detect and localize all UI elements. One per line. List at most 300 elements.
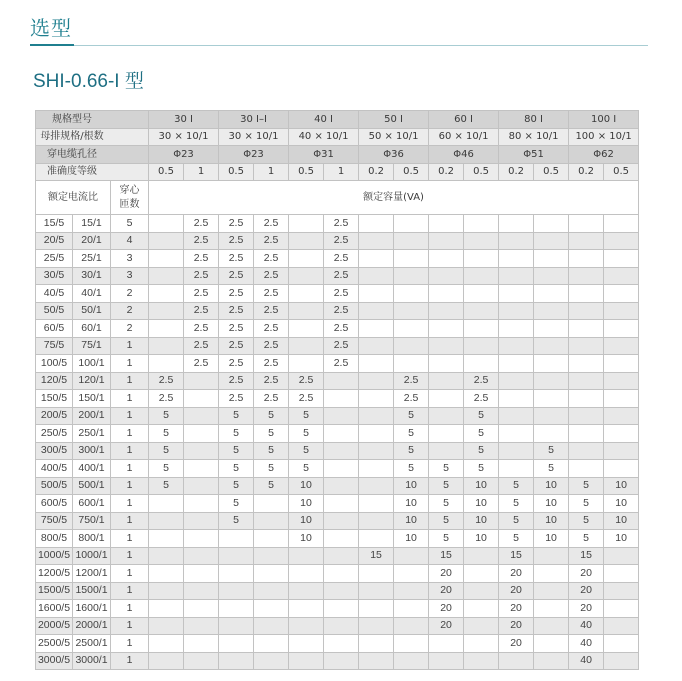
table-row: [36, 407, 639, 425]
ratio-1a: 20/1: [73, 232, 111, 250]
capacity-value: [184, 407, 219, 425]
table-row: [36, 582, 639, 600]
capacity-value: [359, 512, 394, 530]
capacity-value: [534, 635, 569, 653]
turns-label-line2: 匝数: [119, 198, 140, 210]
capacity-value: 10: [534, 477, 569, 495]
turns-count: 2: [111, 285, 149, 303]
turns-count: 1: [111, 442, 149, 460]
capacity-value: 10: [464, 530, 499, 548]
capacity-value: [149, 495, 184, 513]
capacity-value: [289, 355, 324, 373]
capacity-value: [604, 372, 639, 390]
capacity-value: 10: [394, 477, 429, 495]
capacity-value: [534, 320, 569, 338]
capacity-value: [149, 250, 184, 268]
turns-count: 1: [111, 635, 149, 653]
ratio-1a: 60/1: [73, 320, 111, 338]
accuracy-class: 0.2: [429, 163, 464, 181]
ratio-1a: 1000/1: [73, 547, 111, 565]
model-cable-hole: Φ46: [429, 146, 499, 164]
table-header: [36, 111, 639, 215]
capacity-value: [499, 337, 534, 355]
capacity-value: [149, 635, 184, 653]
capacity-value: [359, 565, 394, 583]
header-row: [36, 146, 639, 164]
accuracy-class: 0.5: [604, 163, 639, 181]
capacity-value: [394, 635, 429, 653]
capacity-value: [429, 215, 464, 233]
capacity-value: 5: [149, 425, 184, 443]
ratio-5a: 15/5: [36, 215, 73, 233]
capacity-value: 2.5: [464, 372, 499, 390]
capacity-value: [464, 285, 499, 303]
capacity-value: 2.5: [324, 337, 359, 355]
capacity-value: [464, 302, 499, 320]
capacity-value: 10: [289, 477, 324, 495]
capacity-value: [289, 547, 324, 565]
ratio-5a: 300/5: [36, 442, 73, 460]
capacity-value: 40: [569, 617, 604, 635]
capacity-value: [289, 600, 324, 618]
capacity-value: [324, 425, 359, 443]
table-row: [36, 477, 639, 495]
ratio-1a: 500/1: [73, 477, 111, 495]
capacity-value: 2.5: [324, 355, 359, 373]
capacity-value: 10: [534, 530, 569, 548]
capacity-value: 2.5: [219, 285, 254, 303]
capacity-value: [219, 617, 254, 635]
capacity-value: [254, 565, 289, 583]
capacity-value: 20: [429, 600, 464, 618]
capacity-value: [184, 565, 219, 583]
capacity-value: 5: [289, 425, 324, 443]
ratio-label: 额定电流比: [36, 181, 111, 215]
capacity-value: [604, 407, 639, 425]
ratio-5a: 1600/5: [36, 600, 73, 618]
model-busbar: 100 × 10/1: [569, 128, 639, 146]
capacity-value: [359, 460, 394, 478]
capacity-value: [429, 442, 464, 460]
capacity-value: [499, 302, 534, 320]
capacity-value: [429, 652, 464, 670]
turns-count: 1: [111, 372, 149, 390]
model-cable-hole: Φ23: [149, 146, 219, 164]
capacity-value: 20: [429, 582, 464, 600]
ratio-5a: 50/5: [36, 302, 73, 320]
capacity-value: [324, 547, 359, 565]
capacity-value: [254, 635, 289, 653]
model-busbar: 30 × 10/1: [149, 128, 219, 146]
capacity-value: 20: [569, 582, 604, 600]
capacity-value: 2.5: [254, 355, 289, 373]
capacity-value: [569, 302, 604, 320]
capacity-value: [359, 390, 394, 408]
capacity-value: 5: [464, 460, 499, 478]
capacity-value: [569, 442, 604, 460]
model-name: 60 I: [429, 111, 499, 129]
capacity-value: [149, 512, 184, 530]
capacity-value: [254, 617, 289, 635]
capacity-value: [359, 215, 394, 233]
capacity-value: [604, 425, 639, 443]
capacity-value: [604, 302, 639, 320]
capacity-value: [534, 617, 569, 635]
capacity-value: [604, 215, 639, 233]
capacity-value: 2.5: [219, 232, 254, 250]
turns-count: 1: [111, 530, 149, 548]
capacity-value: 5: [394, 460, 429, 478]
capacity-value: [464, 600, 499, 618]
capacity-value: [604, 582, 639, 600]
ratio-1a: 1500/1: [73, 582, 111, 600]
capacity-value: [394, 547, 429, 565]
capacity-value: [429, 320, 464, 338]
capacity-value: 2.5: [394, 372, 429, 390]
capacity-value: [184, 600, 219, 618]
capacity-value: [534, 600, 569, 618]
capacity-value: 5: [219, 477, 254, 495]
capacity-value: [499, 390, 534, 408]
turns-count: 1: [111, 407, 149, 425]
ratio-5a: 20/5: [36, 232, 73, 250]
capacity-value: [569, 355, 604, 373]
capacity-value: [394, 582, 429, 600]
capacity-value: [394, 565, 429, 583]
capacity-value: [359, 652, 394, 670]
capacity-value: [359, 425, 394, 443]
turns-count: 5: [111, 215, 149, 233]
model-busbar: 30 × 10/1: [219, 128, 289, 146]
model-name: 50 I: [359, 111, 429, 129]
capacity-value: [289, 337, 324, 355]
capacity-value: [569, 267, 604, 285]
capacity-value: [429, 390, 464, 408]
model-cable-hole: Φ23: [219, 146, 289, 164]
turns-label: [111, 181, 149, 215]
capacity-value: [359, 407, 394, 425]
capacity-value: 2.5: [464, 390, 499, 408]
ratio-1a: 75/1: [73, 337, 111, 355]
capacity-value: 15: [359, 547, 394, 565]
capacity-value: 5: [219, 460, 254, 478]
capacity-value: [359, 372, 394, 390]
capacity-value: [429, 425, 464, 443]
table-row: [36, 355, 639, 373]
turns-count: 1: [111, 460, 149, 478]
capacity-value: 5: [219, 442, 254, 460]
capacity-value: [324, 530, 359, 548]
ratio-1a: 150/1: [73, 390, 111, 408]
ratio-1a: 300/1: [73, 442, 111, 460]
capacity-value: [359, 617, 394, 635]
capacity-value: [394, 320, 429, 338]
ratio-5a: 25/5: [36, 250, 73, 268]
ratio-5a: 1500/5: [36, 582, 73, 600]
capacity-value: [429, 302, 464, 320]
capacity-value: [604, 442, 639, 460]
capacity-value: [219, 530, 254, 548]
capacity-value: 5: [289, 407, 324, 425]
table-row: [36, 600, 639, 618]
capacity-value: 10: [289, 530, 324, 548]
model-heading: SHI-0.66-I 型: [33, 71, 144, 92]
capacity-value: 10: [394, 512, 429, 530]
capacity-value: [394, 267, 429, 285]
capacity-value: 2.5: [184, 250, 219, 268]
ratio-1a: 15/1: [73, 215, 111, 233]
capacity-value: [254, 495, 289, 513]
capacity-value: [464, 320, 499, 338]
table-row: [36, 460, 639, 478]
capacity-value: 2.5: [184, 337, 219, 355]
table-row: [36, 390, 639, 408]
model-cable-hole: Φ51: [499, 146, 569, 164]
ratio-1a: 1600/1: [73, 600, 111, 618]
capacity-value: [324, 460, 359, 478]
capacity-value: 2.5: [254, 285, 289, 303]
capacity-value: 2.5: [324, 320, 359, 338]
capacity-value: [359, 302, 394, 320]
capacity-value: [604, 250, 639, 268]
capacity-value: [534, 390, 569, 408]
capacity-value: [534, 547, 569, 565]
capacity-value: [569, 215, 604, 233]
selection-table: [35, 110, 639, 670]
capacity-value: [184, 617, 219, 635]
capacity-value: 2.5: [289, 390, 324, 408]
table-row: [36, 635, 639, 653]
capacity-value: [604, 320, 639, 338]
turns-count: 1: [111, 337, 149, 355]
capacity-value: 5: [254, 477, 289, 495]
capacity-value: [359, 320, 394, 338]
capacity-value: 40: [569, 652, 604, 670]
turns-count: 3: [111, 267, 149, 285]
capacity-value: [604, 600, 639, 618]
capacity-value: [569, 460, 604, 478]
capacity-value: 2.5: [324, 215, 359, 233]
capacity-value: [359, 442, 394, 460]
capacity-value: [569, 337, 604, 355]
table-row: [36, 232, 639, 250]
turns-count: 1: [111, 617, 149, 635]
capacity-value: [149, 285, 184, 303]
turns-count: 1: [111, 477, 149, 495]
capacity-value: 2.5: [394, 390, 429, 408]
capacity-value: [429, 635, 464, 653]
capacity-value: 5: [254, 425, 289, 443]
capacity-value: 20: [499, 600, 534, 618]
turns-count: 1: [111, 390, 149, 408]
turns-count: 1: [111, 565, 149, 583]
capacity-value: [184, 477, 219, 495]
capacity-value: [464, 617, 499, 635]
capacity-value: [359, 530, 394, 548]
capacity-value: 10: [394, 530, 429, 548]
turns-count: 2: [111, 302, 149, 320]
turns-count: 1: [111, 652, 149, 670]
capacity-value: [184, 425, 219, 443]
capacity-value: 2.5: [184, 320, 219, 338]
capacity-value: 10: [604, 495, 639, 513]
capacity-value: [499, 250, 534, 268]
table-row: [36, 302, 639, 320]
header-row: [36, 128, 639, 146]
header-row: [36, 111, 639, 129]
capacity-value: [324, 407, 359, 425]
capacity-value: [289, 250, 324, 268]
table-row: [36, 425, 639, 443]
capacity-value: [219, 652, 254, 670]
capacity-value: [254, 600, 289, 618]
capacity-value: [184, 530, 219, 548]
ratio-5a: 2500/5: [36, 635, 73, 653]
capacity-value: [604, 617, 639, 635]
ratio-5a: 800/5: [36, 530, 73, 548]
capacity-value: [359, 267, 394, 285]
ratio-5a: 400/5: [36, 460, 73, 478]
capacity-value: [394, 652, 429, 670]
model-name: 30 I: [149, 111, 219, 129]
capacity-value: [149, 267, 184, 285]
capacity-value: [254, 652, 289, 670]
capacity-value: 5: [499, 495, 534, 513]
capacity-value: 2.5: [219, 355, 254, 373]
capacity-value: [359, 232, 394, 250]
model-cable-hole: Φ62: [569, 146, 639, 164]
capacity-value: 20: [499, 565, 534, 583]
capacity-value: [534, 372, 569, 390]
capacity-value: 10: [464, 512, 499, 530]
capacity-value: 20: [499, 582, 534, 600]
model-busbar: 50 × 10/1: [359, 128, 429, 146]
capacity-value: [429, 407, 464, 425]
capacity-value: [464, 250, 499, 268]
capacity-value: [324, 477, 359, 495]
capacity-value: [254, 530, 289, 548]
capacity-value: 2.5: [219, 267, 254, 285]
capacity-value: [499, 267, 534, 285]
capacity-value: 2.5: [184, 285, 219, 303]
capacity-value: [394, 250, 429, 268]
capacity-value: 2.5: [219, 372, 254, 390]
capacity-value: [604, 547, 639, 565]
capacity-value: [149, 565, 184, 583]
capacity-value: 5: [569, 495, 604, 513]
ratio-1a: 800/1: [73, 530, 111, 548]
capacity-value: [464, 547, 499, 565]
capacity-value: [324, 495, 359, 513]
capacity-value: [394, 302, 429, 320]
capacity-value: [254, 512, 289, 530]
capacity-value: [394, 337, 429, 355]
ratio-5a: 75/5: [36, 337, 73, 355]
title-divider: [30, 45, 648, 46]
capacity-value: [464, 215, 499, 233]
capacity-value: [149, 302, 184, 320]
table-row: [36, 547, 639, 565]
capacity-value: 2.5: [184, 232, 219, 250]
capacity-value: 2.5: [184, 267, 219, 285]
capacity-value: 5: [569, 512, 604, 530]
capacity-value: 20: [569, 600, 604, 618]
capacity-value: [359, 250, 394, 268]
capacity-value: 5: [394, 442, 429, 460]
capacity-value: 2.5: [184, 215, 219, 233]
accuracy-class: 0.5: [219, 163, 254, 181]
capacity-value: 5: [429, 495, 464, 513]
capacity-value: [569, 407, 604, 425]
capacity-value: 2.5: [219, 250, 254, 268]
model-busbar: 40 × 10/1: [289, 128, 359, 146]
capacity-value: [289, 635, 324, 653]
capacity-value: [429, 355, 464, 373]
capacity-value: [569, 372, 604, 390]
capacity-value: [534, 232, 569, 250]
turns-count: 1: [111, 582, 149, 600]
capacity-value: [184, 442, 219, 460]
model-busbar: 60 × 10/1: [429, 128, 499, 146]
capacity-value: [219, 600, 254, 618]
capacity-value: [534, 250, 569, 268]
capacity-label: 额定容量(VA): [149, 181, 639, 215]
capacity-value: 2.5: [254, 302, 289, 320]
turns-count: 2: [111, 320, 149, 338]
capacity-value: [464, 652, 499, 670]
accuracy-class: 0.5: [534, 163, 569, 181]
capacity-value: 20: [429, 617, 464, 635]
turns-count: 1: [111, 495, 149, 513]
accuracy-class: 1: [184, 163, 219, 181]
accuracy-class: 0.2: [359, 163, 394, 181]
capacity-value: [149, 355, 184, 373]
capacity-value: [394, 600, 429, 618]
model-cable-hole: Φ31: [289, 146, 359, 164]
cable-label: 穿电缆孔径: [36, 146, 149, 164]
capacity-value: [534, 267, 569, 285]
capacity-value: [359, 285, 394, 303]
capacity-value: [534, 355, 569, 373]
spec-label: 规格型号: [36, 111, 149, 129]
capacity-value: 5: [219, 425, 254, 443]
capacity-value: 5: [289, 460, 324, 478]
capacity-value: [464, 582, 499, 600]
capacity-value: [149, 600, 184, 618]
capacity-value: [184, 582, 219, 600]
ratio-5a: 600/5: [36, 495, 73, 513]
capacity-value: [394, 617, 429, 635]
capacity-value: [359, 600, 394, 618]
ratio-5a: 100/5: [36, 355, 73, 373]
capacity-value: 10: [534, 495, 569, 513]
capacity-value: [499, 232, 534, 250]
accuracy-class: 0.5: [149, 163, 184, 181]
capacity-value: [534, 302, 569, 320]
capacity-value: [254, 582, 289, 600]
capacity-value: 2.5: [254, 390, 289, 408]
ratio-5a: 30/5: [36, 267, 73, 285]
capacity-value: [429, 285, 464, 303]
accuracy-class: 0.5: [289, 163, 324, 181]
accuracy-class: 1: [324, 163, 359, 181]
capacity-value: 10: [534, 512, 569, 530]
table-row: [36, 250, 639, 268]
table-row: [36, 267, 639, 285]
capacity-value: 2.5: [219, 302, 254, 320]
capacity-value: [149, 320, 184, 338]
capacity-value: [499, 425, 534, 443]
